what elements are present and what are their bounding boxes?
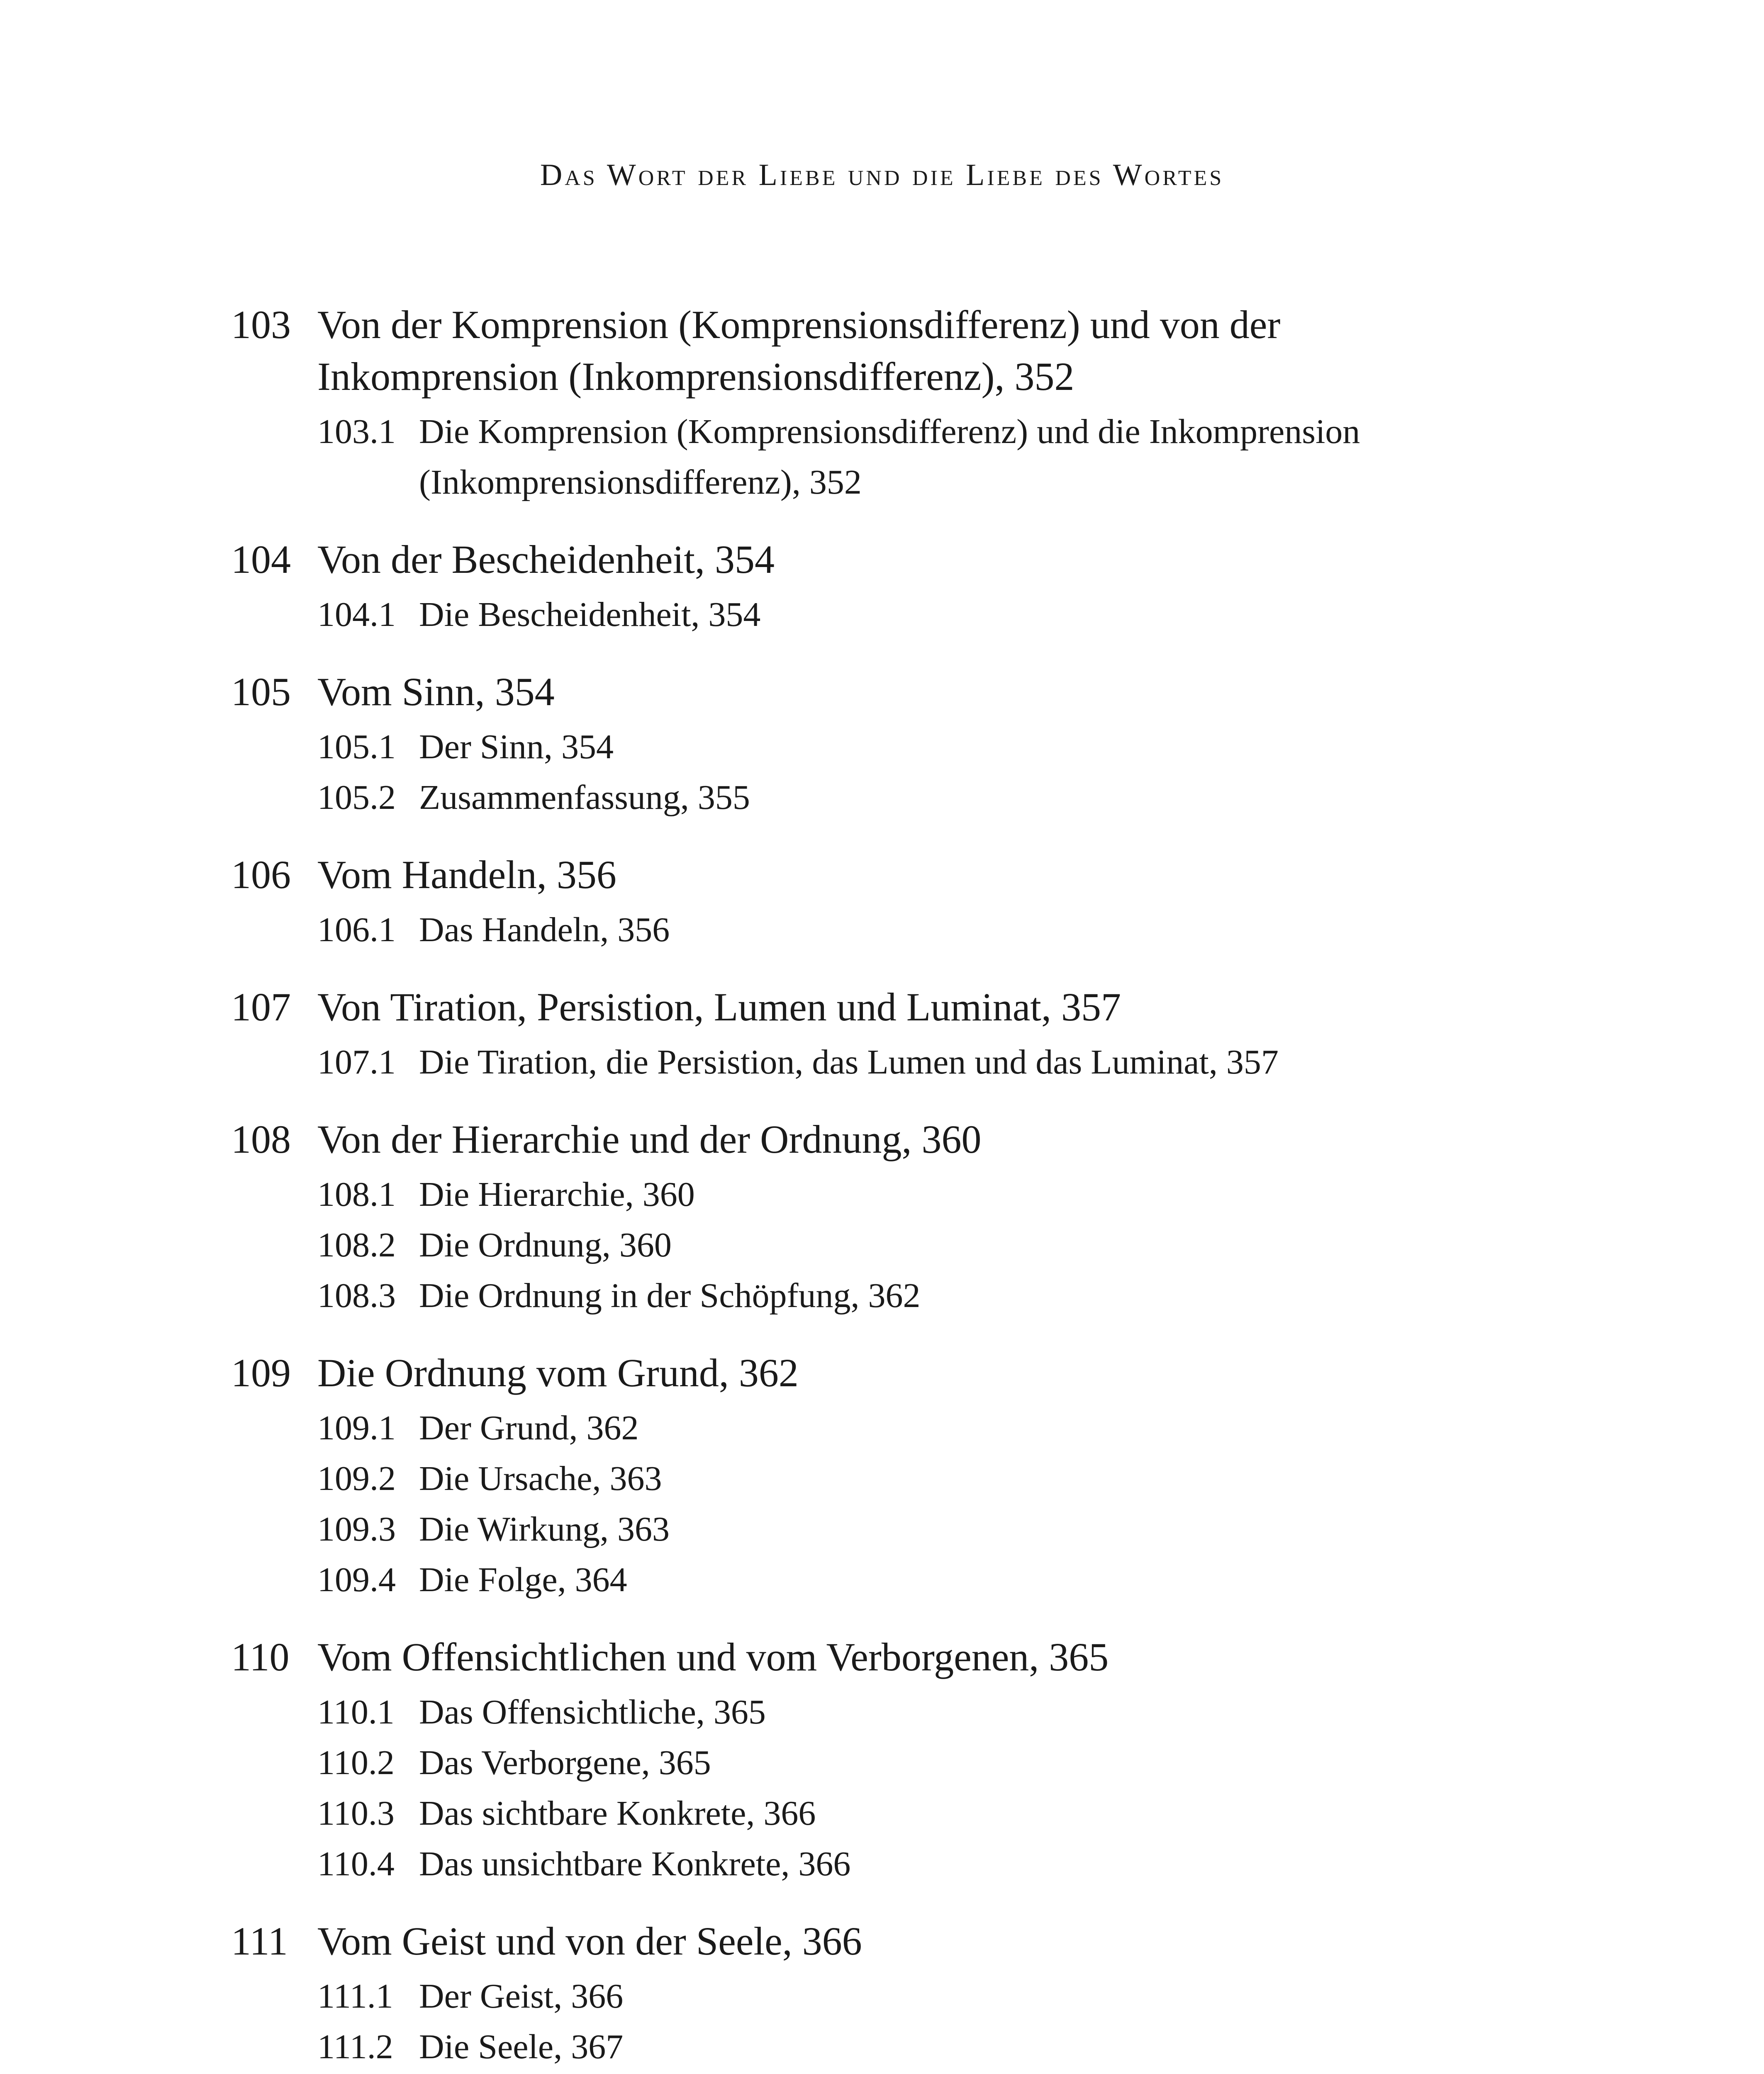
section-number: 110.4 bbox=[317, 1845, 395, 1883]
section-number: 105.2 bbox=[317, 778, 396, 817]
chapter-title: Von Tiration, Persistion, Lumen und Luminat, 357 bbox=[317, 985, 1121, 1029]
chapter-number: 107 bbox=[231, 985, 291, 1029]
toc-section-entry[interactable] bbox=[317, 1220, 1476, 1271]
toc-section-entry[interactable] bbox=[317, 589, 1476, 640]
toc-section-entry[interactable] bbox=[317, 1037, 1476, 1088]
section-number: 108.2 bbox=[317, 1226, 396, 1264]
toc-section-list bbox=[231, 905, 1476, 955]
toc-section-entry[interactable] bbox=[317, 905, 1476, 955]
chapter-number: 106 bbox=[231, 852, 291, 897]
toc-section-list bbox=[231, 722, 1476, 823]
toc-section-entry[interactable] bbox=[317, 1788, 1476, 1839]
section-title: Das Verborgene, 365 bbox=[419, 1743, 711, 1782]
toc-section-entry[interactable] bbox=[317, 1687, 1476, 1738]
section-number: 110.2 bbox=[317, 1743, 395, 1782]
chapter-number: 109 bbox=[231, 1351, 291, 1395]
section-number: 110.1 bbox=[317, 1693, 395, 1731]
toc-section-entry[interactable] bbox=[317, 1839, 1476, 1889]
section-number: 108.1 bbox=[317, 1175, 396, 1214]
section-number: 106.1 bbox=[317, 910, 396, 949]
section-number: 110.3 bbox=[317, 1794, 395, 1833]
section-title: Der Grund, 362 bbox=[419, 1409, 639, 1447]
section-title: Die Tiration, die Persistion, das Lumen und das Luminat, 357 bbox=[419, 1043, 1279, 1081]
toc-chapter-entry[interactable] bbox=[231, 666, 1476, 718]
section-number: 109.1 bbox=[317, 1409, 396, 1447]
section-title: Zusammenfassung, 355 bbox=[419, 778, 750, 817]
section-number: 105.1 bbox=[317, 728, 396, 766]
chapter-title: Von der Bescheidenheit, 354 bbox=[317, 537, 775, 582]
section-title: Die Folge, 364 bbox=[419, 1560, 627, 1599]
toc-section-entry[interactable] bbox=[317, 1169, 1476, 1220]
section-number: 109.3 bbox=[317, 1510, 396, 1548]
toc-chapter-entry[interactable] bbox=[231, 1113, 1476, 1165]
section-title: Die Komprension (Komprensionsdifferenz) und die Inkomprension (Inkomprensionsdifferenz), 352 bbox=[419, 412, 1360, 501]
chapter-number: 105 bbox=[231, 669, 291, 714]
section-title: Die Hierarchie, 360 bbox=[419, 1175, 695, 1214]
toc-section-entry[interactable] bbox=[317, 1453, 1476, 1504]
toc-chapter-entry[interactable] bbox=[231, 981, 1476, 1033]
running-head: Das Wort der Liebe und die Liebe des Wortes bbox=[540, 158, 1224, 192]
section-title: Die Ordnung, 360 bbox=[419, 1226, 672, 1264]
toc-chapter-entry[interactable] bbox=[231, 1347, 1476, 1399]
chapter-number: 110 bbox=[231, 1635, 290, 1679]
section-title: Der Geist, 366 bbox=[419, 1977, 624, 2016]
toc-chapter-entry[interactable] bbox=[231, 299, 1476, 402]
toc-section-entry[interactable] bbox=[317, 1971, 1476, 2022]
section-number: 107.1 bbox=[317, 1043, 396, 1081]
section-number bbox=[317, 2072, 419, 2074]
toc-chapter-entry[interactable] bbox=[231, 1915, 1476, 1967]
chapter-title: Von der Hierarchie und der Ordnung, 360 bbox=[317, 1117, 982, 1161]
toc-section-list bbox=[231, 1687, 1476, 1889]
chapter-title: Vom Sinn, 354 bbox=[317, 669, 555, 714]
toc-section-entry[interactable] bbox=[317, 772, 1476, 823]
toc-section-entry[interactable] bbox=[317, 1555, 1476, 1605]
chapter-number: 108 bbox=[231, 1117, 291, 1161]
toc-section-entry[interactable] bbox=[317, 1738, 1476, 1788]
toc-section-entry[interactable] bbox=[317, 1271, 1476, 1321]
toc-chapter bbox=[231, 981, 1476, 1088]
toc-section-entry[interactable] bbox=[317, 407, 1476, 508]
section-title: Das sichtbare Konkrete, 366 bbox=[419, 1794, 816, 1833]
toc-section-list bbox=[231, 1169, 1476, 1321]
toc-chapter bbox=[231, 1347, 1476, 1605]
toc-chapter bbox=[231, 1631, 1476, 1889]
section-number: 111.2 bbox=[317, 2028, 393, 2066]
section-title: Das Handeln, 356 bbox=[419, 910, 670, 949]
toc-section-entry[interactable] bbox=[317, 1504, 1476, 1555]
chapter-number: 104 bbox=[231, 537, 291, 582]
toc-section-entry[interactable] bbox=[317, 2022, 1476, 2072]
section-number: 109.4 bbox=[317, 1560, 396, 1599]
chapter-title: Vom Geist und von der Seele, 366 bbox=[317, 1919, 862, 1963]
toc-chapter-entry[interactable] bbox=[231, 849, 1476, 901]
section-title: Die Ordnung in der Schöpfung, 362 bbox=[419, 1276, 921, 1315]
toc-section-list bbox=[231, 1971, 1476, 2074]
toc-section-entry[interactable] bbox=[317, 722, 1476, 772]
section-title bbox=[419, 2072, 1456, 2074]
chapter-number: 111 bbox=[231, 1919, 288, 1963]
section-title: Die Bescheidenheit, 354 bbox=[419, 595, 761, 634]
toc-section-list bbox=[231, 407, 1476, 508]
section-number: 109.2 bbox=[317, 1459, 396, 1498]
section-number: 104.1 bbox=[317, 595, 396, 634]
toc-section-list bbox=[231, 1403, 1476, 1605]
toc-chapter-entry[interactable] bbox=[231, 1631, 1476, 1683]
section-title: Die Seele, 367 bbox=[419, 2028, 624, 2066]
chapter-title: Die Ordnung vom Grund, 362 bbox=[317, 1351, 799, 1395]
toc-chapter-entry[interactable] bbox=[231, 533, 1476, 585]
toc-chapter bbox=[231, 533, 1476, 640]
chapter-title: Vom Offensichtlichen und vom Verborgenen, 365 bbox=[317, 1635, 1109, 1679]
section-title: Das Offensichtliche, 365 bbox=[419, 1693, 766, 1731]
chapter-number: 103 bbox=[231, 302, 291, 347]
toc-chapter bbox=[231, 1113, 1476, 1321]
toc-chapter bbox=[231, 849, 1476, 955]
toc-chapter bbox=[231, 299, 1476, 508]
section-title: Die Ursache, 363 bbox=[419, 1459, 662, 1498]
section-title: Der Sinn, 354 bbox=[419, 728, 614, 766]
toc-section-entry[interactable] bbox=[317, 1403, 1476, 1453]
section-title: Das unsichtbare Konkrete, 366 bbox=[419, 1845, 851, 1883]
toc-section-list bbox=[231, 589, 1476, 640]
toc-chapter bbox=[231, 666, 1476, 823]
section-number: 103.1 bbox=[317, 412, 396, 451]
toc-section-list bbox=[231, 1037, 1476, 1088]
toc-chapter bbox=[231, 1915, 1476, 2074]
section-number: 111.1 bbox=[317, 1977, 393, 2016]
section-title: Die Wirkung, 363 bbox=[419, 1510, 670, 1548]
table-of-contents bbox=[231, 299, 1476, 2074]
chapter-title: Von der Komprension (Komprensionsdifferenz) und von der Inkomprension (Inkomprensionsdifferenz), 352 bbox=[317, 302, 1281, 399]
section-number: 108.3 bbox=[317, 1276, 396, 1315]
chapter-title: Vom Handeln, 356 bbox=[317, 852, 616, 897]
toc-section-entry[interactable] bbox=[317, 2072, 1476, 2074]
